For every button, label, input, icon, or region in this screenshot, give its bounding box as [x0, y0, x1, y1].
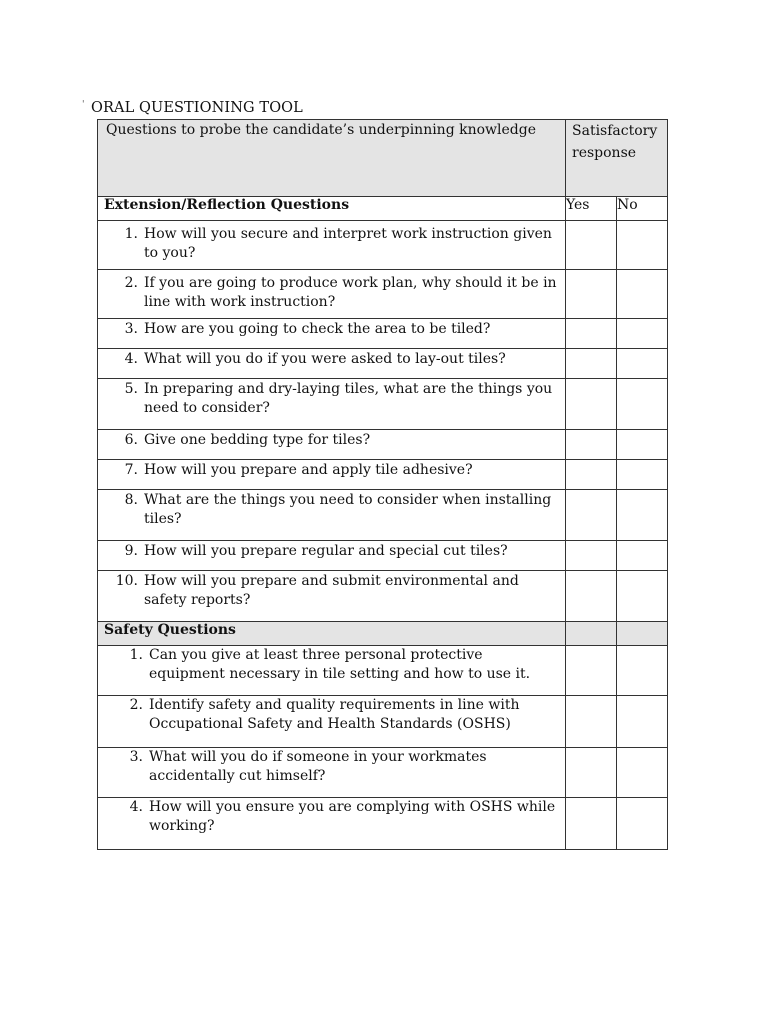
- yes-checkbox-cell[interactable]: [566, 748, 617, 798]
- question-text: How are you going to check the area to be tiled?: [144, 321, 491, 337]
- no-checkbox-cell[interactable]: [617, 221, 668, 270]
- question-row: [98, 349, 668, 379]
- question-number: 4.: [129, 799, 143, 815]
- yes-checkbox-cell[interactable]: [566, 798, 617, 850]
- yes-header: Yes: [566, 197, 617, 221]
- question-row: [98, 748, 668, 798]
- question-row: [98, 430, 668, 460]
- question-cell: [98, 571, 566, 622]
- question-row: [98, 490, 668, 541]
- question-cell: [98, 798, 566, 850]
- extension-section-title: Extension/Reflection Questions: [98, 197, 566, 221]
- no-checkbox-cell[interactable]: [617, 460, 668, 490]
- question-text: Can you give at least three personal protective equipment necessary in tile setting and how to use it.: [149, 647, 531, 682]
- question-row: [98, 798, 668, 850]
- question-text: What will you do if you were asked to lay-out tiles?: [144, 351, 506, 367]
- no-checkbox-cell[interactable]: [617, 571, 668, 622]
- yes-checkbox-cell[interactable]: [566, 541, 617, 571]
- question-number: 4.: [124, 351, 138, 367]
- question-text: How will you prepare regular and special cut tiles?: [144, 543, 508, 559]
- yes-checkbox-cell[interactable]: [566, 270, 617, 319]
- no-checkbox-cell[interactable]: [617, 696, 668, 748]
- question-row: [98, 646, 668, 696]
- question-number: 3.: [129, 749, 143, 765]
- empty-cell: [566, 622, 617, 646]
- question-cell: [98, 696, 566, 748]
- question-cell: [98, 490, 566, 541]
- question-text: What will you do if someone in your workmates accidentally cut himself?: [149, 749, 487, 784]
- extension-section-row: [98, 197, 668, 221]
- no-header: No: [617, 197, 668, 221]
- yes-checkbox-cell[interactable]: [566, 696, 617, 748]
- question-number: 2.: [129, 697, 143, 713]
- no-checkbox-cell[interactable]: [617, 379, 668, 430]
- yes-checkbox-cell[interactable]: [566, 349, 617, 379]
- yes-checkbox-cell[interactable]: [566, 430, 617, 460]
- question-cell: [98, 270, 566, 319]
- question-row: [98, 270, 668, 319]
- question-number: 9.: [124, 543, 138, 559]
- question-row: [98, 541, 668, 571]
- question-cell: [98, 541, 566, 571]
- question-row: [98, 696, 668, 748]
- question-number: 1.: [129, 647, 143, 663]
- empty-cell: [617, 622, 668, 646]
- question-text: If you are going to produce work plan, why should it be in line with work instruction?: [144, 275, 557, 310]
- question-text: How will you prepare and submit environmental and safety reports?: [144, 573, 519, 608]
- question-text: Identify safety and quality requirements in line with Occupational Safety and Health Standards (OSHS): [149, 697, 520, 732]
- question-cell: [98, 748, 566, 798]
- yes-checkbox-cell[interactable]: [566, 490, 617, 541]
- question-number: 3.: [124, 321, 138, 337]
- questions-header: Questions to probe the candidate’s underpinning knowledge: [98, 120, 566, 197]
- header-row: [98, 120, 668, 197]
- yes-checkbox-cell[interactable]: [566, 646, 617, 696]
- no-checkbox-cell[interactable]: [617, 430, 668, 460]
- question-cell: [98, 646, 566, 696]
- question-number: 1.: [124, 226, 138, 242]
- question-number: 6.: [124, 432, 138, 448]
- question-text: How will you ensure you are complying with OSHS while working?: [149, 799, 556, 834]
- question-row: [98, 460, 668, 490]
- question-cell: [98, 430, 566, 460]
- question-text: How will you secure and interpret work instruction given to you?: [144, 226, 552, 261]
- question-text: How will you prepare and apply tile adhesive?: [144, 462, 473, 478]
- no-checkbox-cell[interactable]: [617, 319, 668, 349]
- yes-checkbox-cell[interactable]: [566, 460, 617, 490]
- no-checkbox-cell[interactable]: [617, 349, 668, 379]
- question-row: [98, 319, 668, 349]
- satisfactory-response-header: Satisfactory response: [566, 120, 668, 197]
- safety-section-title: Safety Questions: [98, 622, 566, 646]
- tick-mark: ': [82, 100, 85, 110]
- no-checkbox-cell[interactable]: [617, 490, 668, 541]
- question-number: 10.: [115, 573, 138, 589]
- no-checkbox-cell[interactable]: [617, 270, 668, 319]
- question-number: 7.: [124, 462, 138, 478]
- document-title: ORAL QUESTIONING TOOL: [91, 100, 303, 116]
- yes-checkbox-cell[interactable]: [566, 379, 617, 430]
- question-row: [98, 379, 668, 430]
- question-cell: [98, 349, 566, 379]
- yes-checkbox-cell[interactable]: [566, 221, 617, 270]
- question-text: What are the things you need to consider when installing tiles?: [144, 492, 552, 527]
- question-cell: [98, 460, 566, 490]
- yes-checkbox-cell[interactable]: [566, 571, 617, 622]
- no-checkbox-cell[interactable]: [617, 541, 668, 571]
- question-number: 8.: [124, 492, 138, 508]
- question-number: 2.: [124, 275, 138, 291]
- question-number: 5.: [124, 381, 138, 397]
- safety-section-row: [98, 622, 668, 646]
- question-cell: [98, 319, 566, 349]
- question-text: In preparing and dry-laying tiles, what are the things you need to consider?: [144, 381, 553, 416]
- no-checkbox-cell[interactable]: [617, 798, 668, 850]
- question-text: Give one bedding type for tiles?: [144, 432, 371, 448]
- question-cell: [98, 221, 566, 270]
- question-row: [98, 571, 668, 622]
- yes-checkbox-cell[interactable]: [566, 319, 617, 349]
- oral-questioning-table: [97, 119, 668, 850]
- no-checkbox-cell[interactable]: [617, 748, 668, 798]
- no-checkbox-cell[interactable]: [617, 646, 668, 696]
- question-row: [98, 221, 668, 270]
- question-cell: [98, 379, 566, 430]
